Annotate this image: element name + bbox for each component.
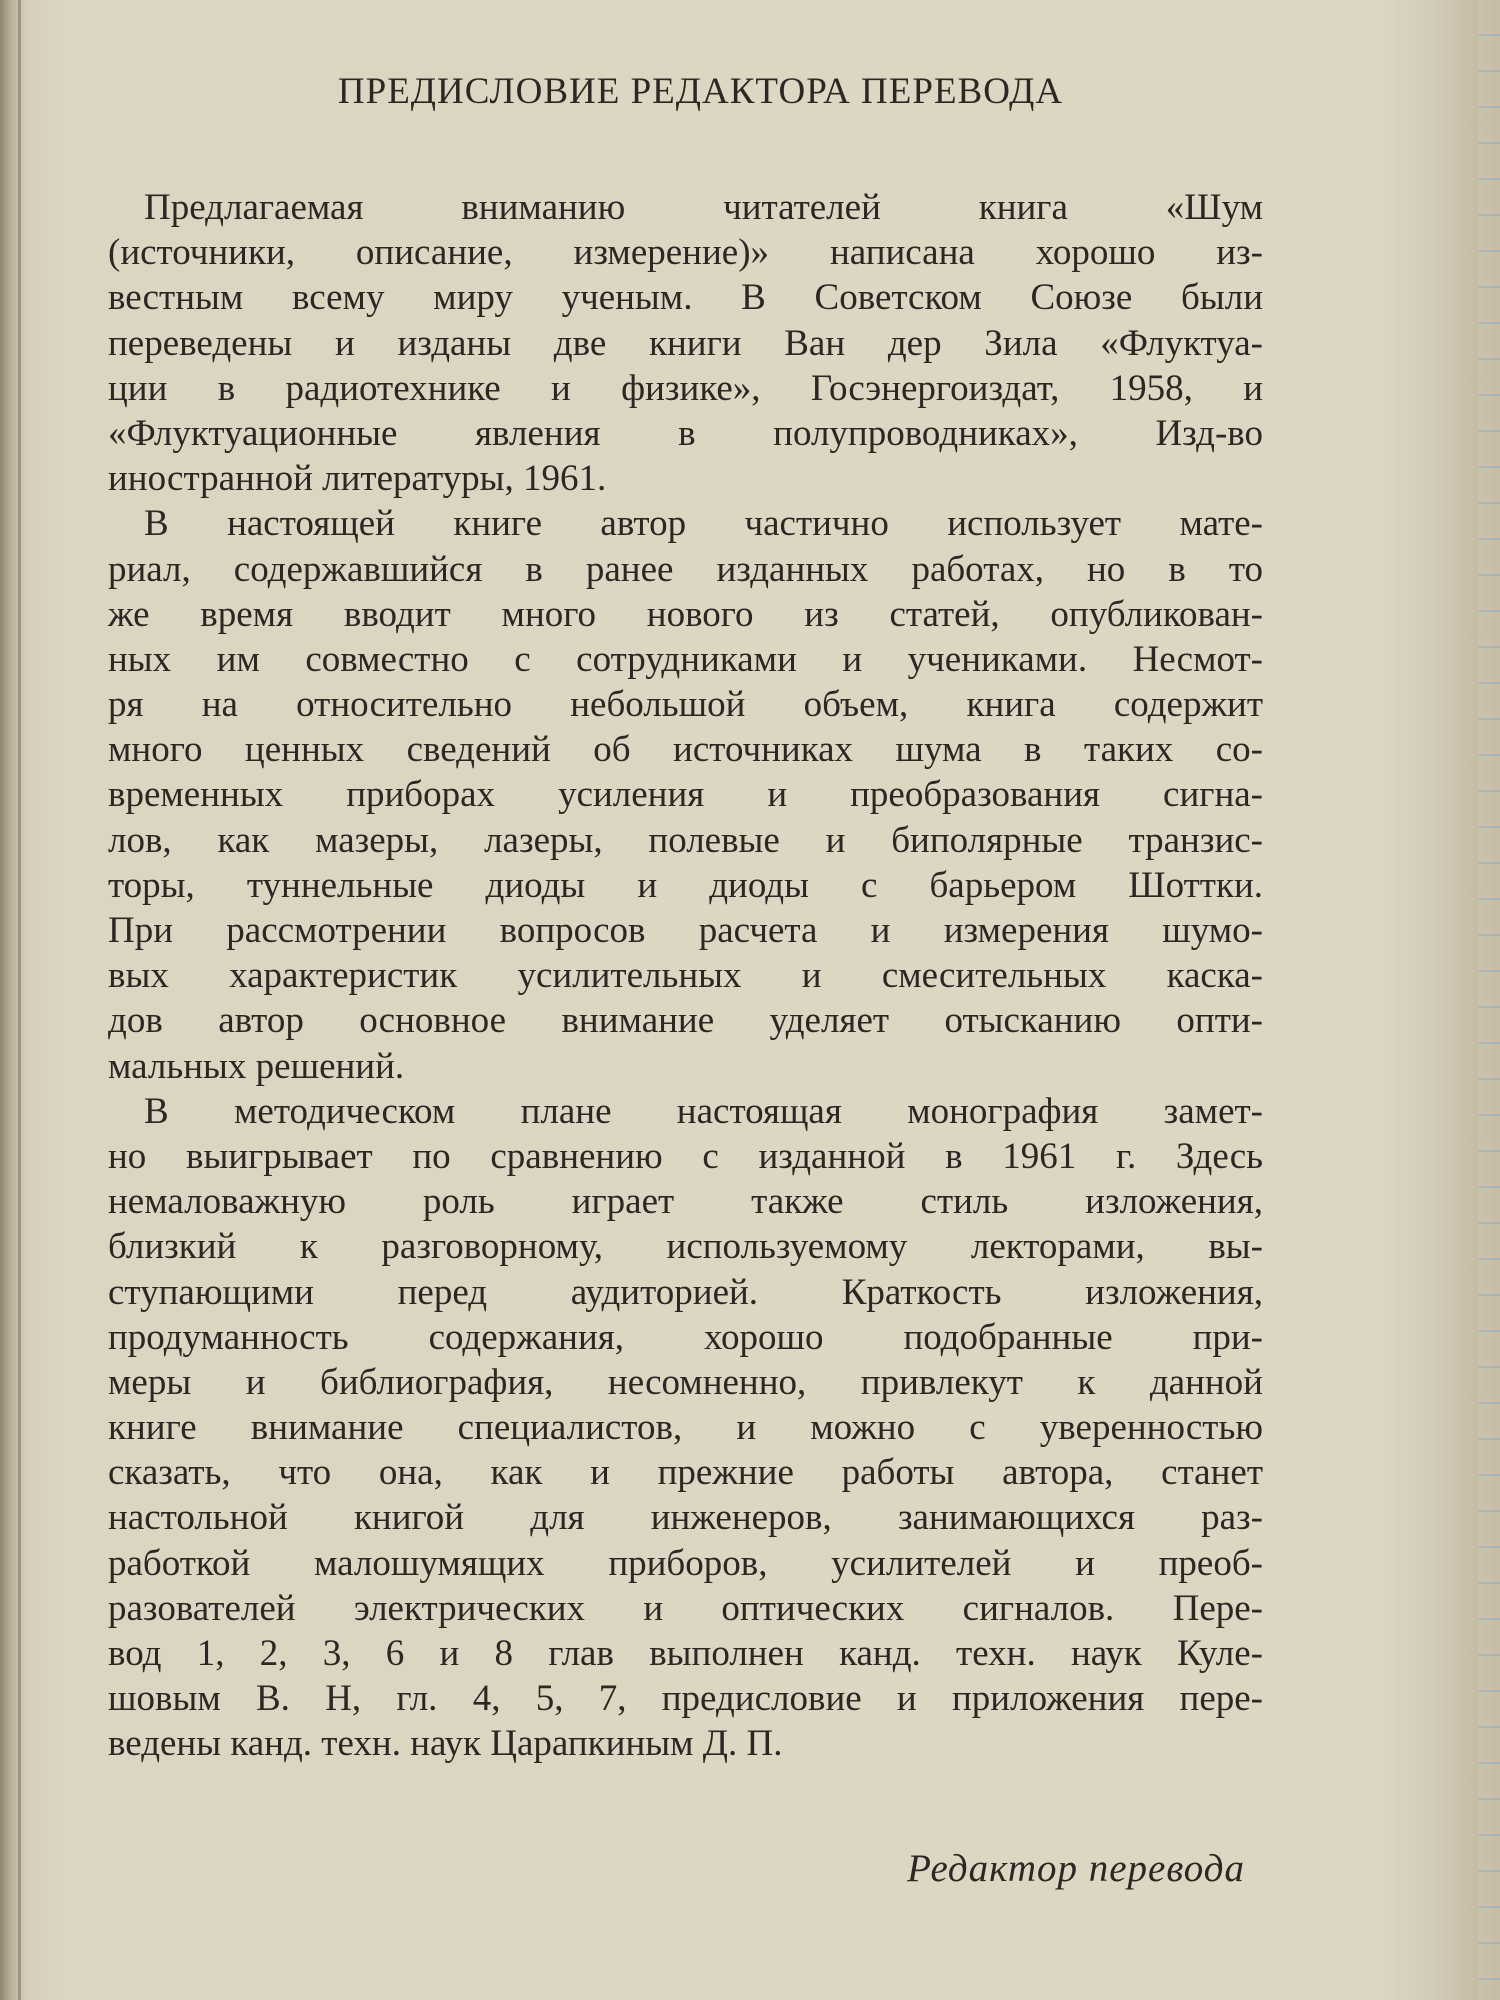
text-line: «Флуктуационные явления в полупроводниках», Изд-во xyxy=(108,412,1263,454)
next-page-edge xyxy=(1478,0,1500,2000)
text-line: При рассмотрении вопросов расчета и измерения шумо- xyxy=(108,910,1263,951)
text-line: сказать, что она, как и прежние работы автора, станет xyxy=(108,1452,1263,1494)
text-line: много ценных сведений об источниках шума в таких со- xyxy=(108,729,1263,771)
text-line: настольной книгой для инженеров, занимающихся раз- xyxy=(108,1497,1263,1539)
text-line: вых характеристик усилительных и смесительных каска- xyxy=(108,955,1263,997)
text-line: переведены и изданы две книги Ван дер Зила «Флуктуа- xyxy=(108,322,1263,364)
text-line: вестным всему миру ученым. В Советском Союзе были xyxy=(108,277,1263,319)
binding-gutter xyxy=(18,0,21,2000)
text-line: шовым В. Н, гл. 4, 5, 7, предисловие и приложения пере- xyxy=(108,1678,1263,1720)
text-line: же время вводит много нового из статей, опубликован- xyxy=(108,593,1263,635)
text-line: близкий к разговорному, используемому лекторами, вы- xyxy=(108,1226,1263,1268)
text-line: ведены канд. техн. наук Царапкиным Д. П. xyxy=(108,1723,783,1765)
text-line: ных им совместно с сотрудниками и учениками. Несмот- xyxy=(108,638,1263,680)
text-line: но выигрывает по сравнению с изданной в 1961 г. Здесь xyxy=(108,1135,1263,1177)
text-line: В настоящей книге автор частично использует мате- xyxy=(144,503,1263,545)
page-text xyxy=(108,70,1263,1767)
text-line: продуманность содержания, хорошо подобранные при- xyxy=(108,1316,1263,1358)
text-line: работкой малошумящих приборов, усилителей и преоб- xyxy=(108,1542,1263,1584)
text-line: ступающими перед аудиторией. Краткость изложения, xyxy=(108,1271,1263,1313)
text-line: разователей электрических и оптических сигналов. Пере- xyxy=(108,1587,1263,1629)
editor-signature: Редактор перевода xyxy=(907,1847,1245,1890)
text-line: временных приборах усиления и преобразования сигна- xyxy=(108,774,1263,816)
text-line: (источники, описание, измерение)» написана хорошо из- xyxy=(108,232,1263,274)
text-line: лов, как мазеры, лазеры, полевые и биполярные транзис- xyxy=(108,819,1263,861)
text-line: торы, туннельные диоды и диоды с барьером Шоттки. xyxy=(108,864,1263,906)
paragraph-3 xyxy=(108,1089,1263,1767)
text-line: мальных решений. xyxy=(108,1045,405,1087)
text-line: меры и библиография, несомненно, привлекут к данной xyxy=(108,1361,1263,1403)
text-line: ции в радиотехнике и физике», Госэнергоиздат, 1958, и xyxy=(108,367,1263,409)
page-heading: ПРЕДИСЛОВИЕ РЕДАКТОРА ПЕРЕВОДА xyxy=(337,71,1064,112)
text-line: дов автор основное внимание уделяет отысканию опти- xyxy=(108,1000,1263,1042)
paragraph-2 xyxy=(108,501,1263,1088)
text-line: ря на относительно небольшой объем, книга содержит xyxy=(108,684,1263,726)
text-line: риал, содержавшийся в ранее изданных работах, но в то xyxy=(108,548,1263,590)
paragraph-1 xyxy=(108,185,1263,501)
text-line: В методическом плане настоящая монография замет- xyxy=(144,1090,1263,1132)
text-line: немаловажную роль играет также стиль изложения, xyxy=(108,1181,1263,1223)
text-line: книге внимание специалистов, и можно с уверенностью xyxy=(108,1407,1263,1449)
text-line: вод 1, 2, 3, 6 и 8 глав выполнен канд. техн. наук Куле- xyxy=(108,1633,1263,1674)
text-line: Предлагаемая вниманию читателей книга «Шум xyxy=(144,187,1263,228)
text-line: иностранной литературы, 1961. xyxy=(108,458,607,500)
